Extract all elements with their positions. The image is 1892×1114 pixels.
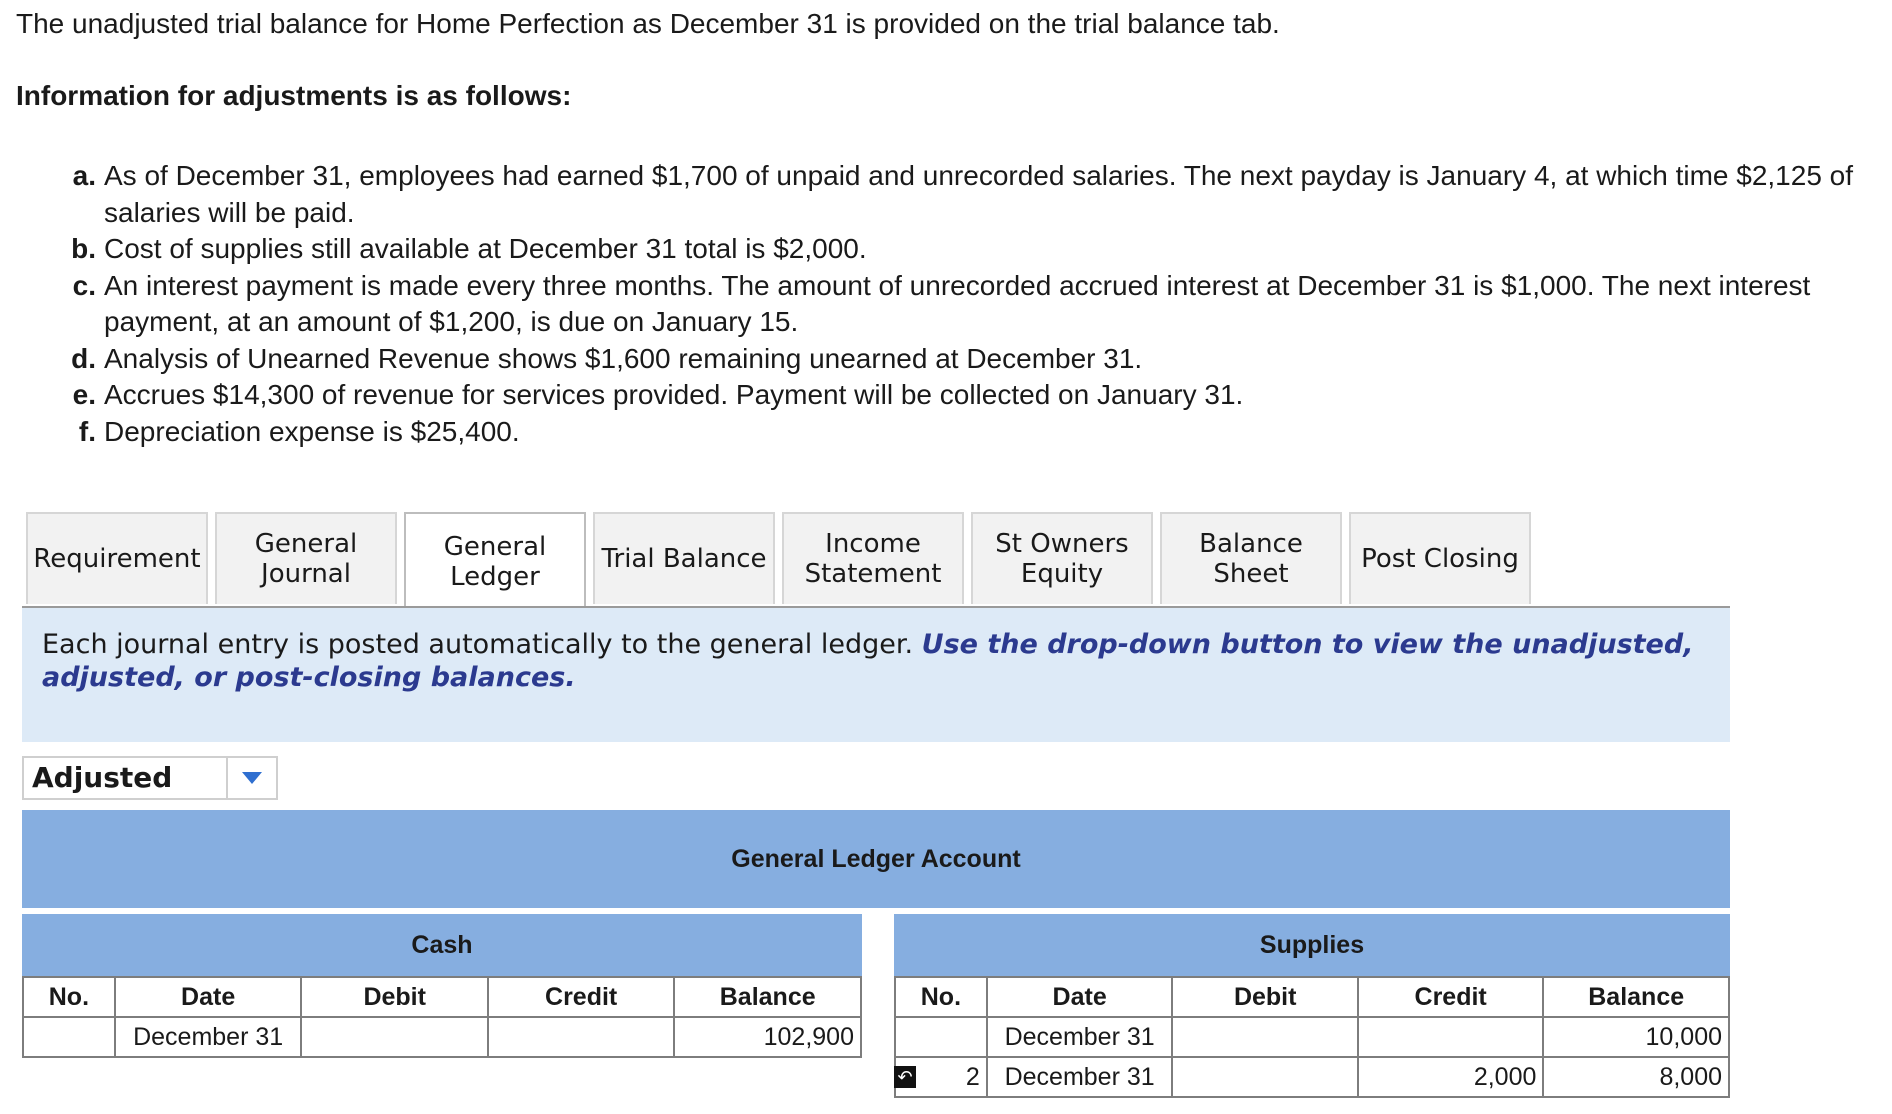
adjustment-letter: e. [72,379,96,410]
col-debit: Debit [1172,977,1357,1017]
adjustments-heading: Information for adjustments is as follows: [16,80,572,111]
tab-st-owners-equity[interactable]: St Owners Equity [971,512,1153,604]
undo-arrow-icon[interactable]: ↶ [894,1066,916,1088]
cell-debit [1172,1057,1357,1097]
cell-no [895,1017,987,1057]
adjustment-letter: b. [71,233,96,264]
balance-view-select[interactable] [22,756,278,800]
adjustment-text: Accrues $14,300 of revenue for services provided. Payment will be collected on January 31. [104,379,1244,410]
cell-balance: 8,000 [1543,1057,1729,1097]
cell-balance: 10,000 [1543,1017,1729,1057]
cell-credit: 2,000 [1358,1057,1543,1097]
instruction-text: Each journal entry is posted automatically to the general ledger. [42,629,914,660]
triangle-down-icon[interactable] [228,758,276,798]
instruction-emphasis: Use the drop-down button to view the unadjusted, adjusted, or post-closing balances. [42,629,1694,693]
cell-balance: 102,900 [674,1017,861,1057]
adjustment-letter: f. [78,415,96,447]
adjustment-text: Depreciation expense is $25,400. [104,415,520,447]
cell-date: December 31 [987,1017,1173,1057]
cell-debit [1172,1017,1357,1057]
cash-account-title: Cash [22,914,862,976]
col-date: Date [115,977,302,1017]
tab-general-journal[interactable]: General Journal [215,512,397,604]
tab-post-closing[interactable]: Post Closing [1349,512,1531,604]
table-header-row [23,977,861,1017]
adjustment-e [60,377,1860,414]
adjustment-text: Cost of supplies still available at December 31 total is $2,000. [104,233,867,264]
cell-no: 2 [895,1057,987,1097]
tab-bar [26,512,1538,609]
adjustment-d [60,341,1860,378]
cell-credit [1358,1017,1543,1057]
tab-requirement[interactable]: Requirement [26,512,208,604]
cash-ledger-table [22,976,862,1058]
cell-no [23,1017,115,1057]
adjustment-f [60,414,1860,451]
cell-date: December 31 [987,1057,1173,1097]
col-no: No. [23,977,115,1017]
col-no: No. [895,977,987,1017]
adjustment-letter: c. [72,269,96,301]
cell-credit [488,1017,674,1057]
cell-debit [301,1017,487,1057]
table-row [895,1057,1729,1097]
balance-view-value: Adjusted [24,758,228,798]
adjustment-text: As of December 31, employees had earned $1,700 of unpaid and unrecorded salaries. The next payday is January 4, at which time $2,125 of salaries will be paid. [104,160,1854,228]
adjustment-letter: d. [71,342,96,374]
tab-general-ledger[interactable]: General Ledger [404,512,586,609]
adjustment-c [60,268,1860,341]
cell-date: December 31 [115,1017,302,1057]
col-credit: Credit [488,977,674,1017]
col-credit: Credit [1358,977,1543,1017]
adjustment-text: An interest payment is made every three months. The amount of unrecorded accrued interest at December 31 is $1,000. The next interest payment, at an amount of $1,200, is due on January 15. [104,269,1811,337]
instruction-box [22,608,1730,742]
col-balance: Balance [1543,977,1729,1017]
tab-balance-sheet[interactable]: Balance Sheet [1160,512,1342,604]
tab-income-statement[interactable]: Income Statement [782,512,964,604]
col-balance: Balance [674,977,861,1017]
supplies-ledger-table [894,976,1730,1098]
table-header-row [895,977,1729,1017]
adjustment-letter: a. [72,160,96,191]
table-row [895,1017,1729,1057]
col-date: Date [987,977,1173,1017]
table-row [23,1017,861,1057]
intro-text: The unadjusted trial balance for Home Perfection as December 31 is provided on the trial balance tab. [16,8,1280,39]
adjustment-a [60,158,1860,231]
adjustments-list [60,158,1860,450]
tab-trial-balance[interactable]: Trial Balance [593,512,775,604]
adjustment-text: Analysis of Unearned Revenue shows $1,600 remaining unearned at December 31. [104,342,1143,374]
supplies-account-title: Supplies [894,914,1730,976]
col-debit: Debit [301,977,487,1017]
general-ledger-header: General Ledger Account [22,810,1730,908]
adjustment-b [60,231,1860,268]
